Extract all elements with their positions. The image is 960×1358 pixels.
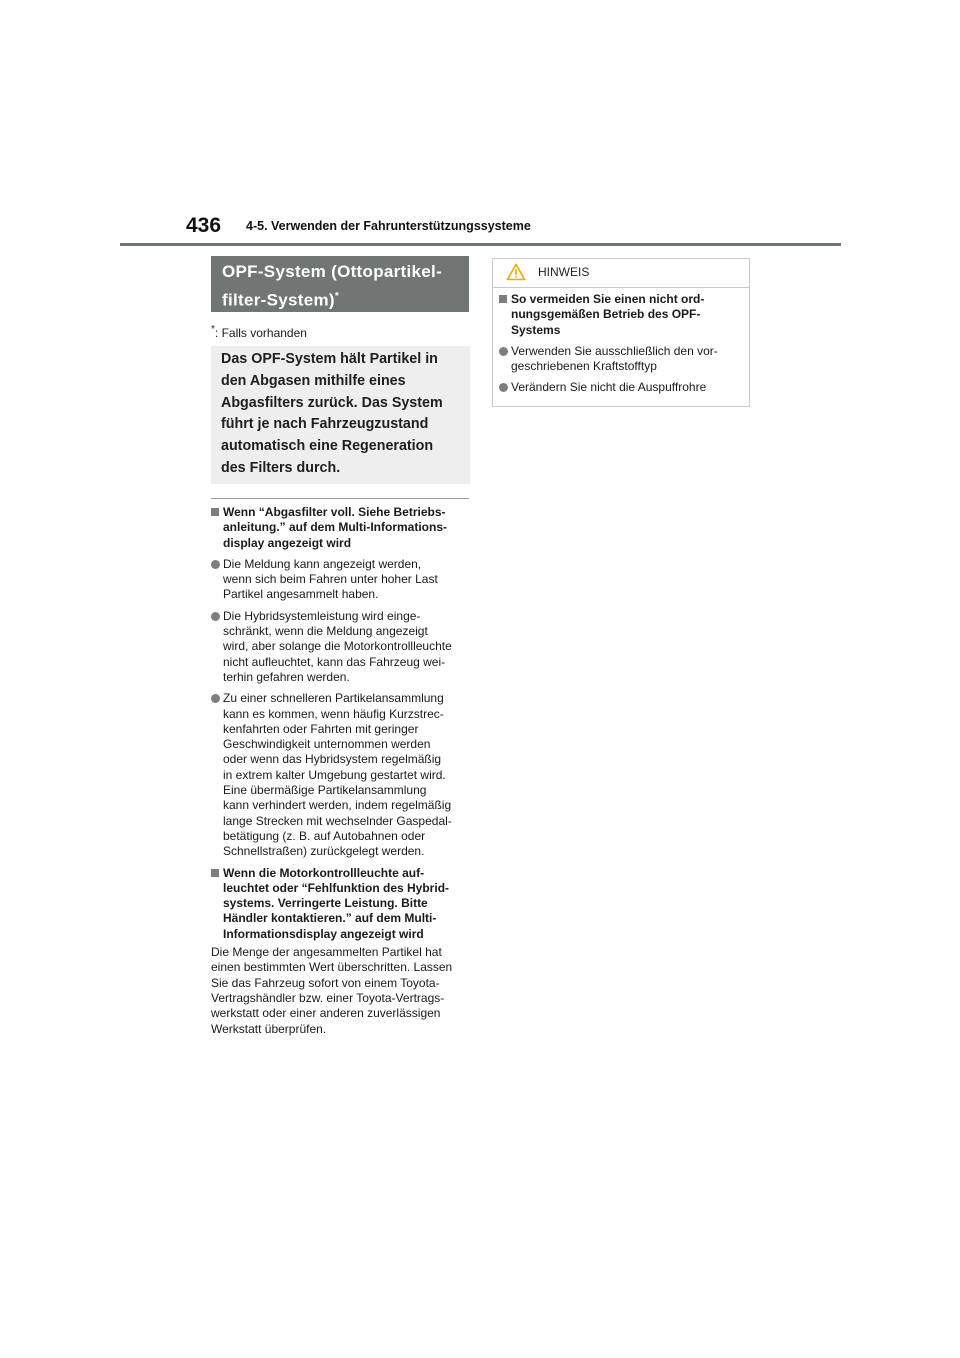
warning-triangle-icon [506, 263, 526, 281]
chapter-title: 4-5. Verwenden der Fahrunterstützungssysteme [246, 219, 531, 233]
text-line: Vertragshändler bzw. einer Toyota-Vertrags- [211, 990, 445, 1005]
text-line: Informationsdisplay angezeigt wird [223, 926, 424, 941]
text-line: systems. Verringerte Leistung. Bitte [223, 896, 428, 911]
subheading-motorkontrollleuchte [211, 866, 473, 942]
text-line: nicht aufleuchtet, kann das Fahrzeug wei- [223, 654, 446, 669]
notice-subheading [499, 292, 737, 338]
round-bullet-icon [211, 694, 220, 703]
text-line: Händler kontaktieren.” auf dem Multi- [223, 911, 437, 926]
footnote-text: : Falls vorhanden [214, 326, 307, 340]
text-line: kann es kommen, wenn häufig Kurzstrec- [223, 706, 444, 721]
text-line: Sie das Fahrzeug sofort von einem Toyota- [211, 975, 440, 990]
body-paragraph [211, 945, 473, 1037]
text-line: schränkt, wenn die Meldung angezeigt [223, 624, 428, 639]
text-line: Geschwindigkeit unternommen werden [223, 737, 431, 752]
text-line: anleitung.” auf dem Multi-Informations- [223, 520, 447, 535]
intro-line: Abgasfilters zurück. Das System [221, 394, 443, 411]
text-line: Wenn die Motorkontrollleuchte auf- [223, 865, 425, 880]
text-line: Die Meldung kann angezeigt werden, [223, 556, 422, 571]
text-line: in extrem kalter Umgebung gestartet wird. [223, 767, 446, 782]
footnote [211, 324, 307, 340]
bullet-item [211, 609, 473, 685]
text-line: wenn sich beim Fahren unter hoher Last [223, 572, 438, 587]
header-rule [120, 243, 841, 246]
text-line: Wenn “Abgasfilter voll. Siehe Betriebs- [223, 505, 446, 519]
text-line: kann verhindert werden, indem regelmäßig [223, 798, 452, 813]
subheading-abgasfilter [211, 505, 473, 551]
text-line: lange Strecken mit wechselnder Gaspedal- [223, 813, 452, 828]
text-line: werkstatt oder einer anderen zuverlässigen [211, 1006, 441, 1021]
intro-line: des Filters durch. [221, 459, 341, 476]
bullet-item [499, 344, 737, 375]
text-line: wird, aber solange die Motorkontrollleuchte [223, 639, 452, 654]
section-title-text: filter-System) [222, 290, 335, 310]
text-line: nungsgemäßen Betrieb des OPF- [511, 307, 701, 322]
section-title-banner [211, 256, 469, 312]
intro-line: führt je nach Fahrzeugzustand [221, 416, 429, 433]
intro-line: den Abgasen mithilfe eines [221, 372, 406, 389]
bullet-item [211, 691, 473, 859]
section-title-line: OPF-System (Ottopartikel- [222, 262, 443, 281]
bullet-item [211, 557, 473, 603]
intro-line: Das OPF-System hält Partikel in [221, 351, 438, 367]
round-bullet-icon [211, 612, 220, 621]
page-number: 436 [186, 214, 222, 237]
square-bullet-icon [211, 869, 219, 877]
text-line: Verändern Sie nicht die Auspuffrohre [511, 380, 707, 395]
text-line: Eine übermäßige Partikelansammlung [223, 783, 427, 798]
intro-line: automatisch eine Regeneration [221, 438, 434, 455]
round-bullet-icon [499, 383, 508, 392]
text-line: Zu einer schnelleren Partikelansammlung [223, 691, 444, 706]
square-bullet-icon [499, 295, 507, 303]
round-bullet-icon [499, 347, 508, 356]
square-bullet-icon [211, 508, 219, 516]
section-divider [211, 498, 469, 499]
footnote-mark: * [334, 291, 340, 302]
text-line: Systems [511, 322, 561, 337]
text-line: Partikel angesammelt haben. [223, 587, 379, 602]
notice-box [492, 258, 750, 407]
bullet-item [499, 380, 737, 395]
text-line: kenfahrten oder Fahrten mit geringer [223, 721, 419, 736]
text-line: So vermeiden Sie einen nicht ord- [511, 292, 705, 306]
text-line: oder wenn das Hybridsystem regelmäßig [223, 752, 442, 767]
text-line: betätigung (z. B. auf Autobahnen oder [223, 828, 426, 843]
text-line: Verwenden Sie ausschließlich den vor- [511, 343, 718, 358]
text-line: terhin gefahren werden. [223, 669, 350, 684]
round-bullet-icon [211, 560, 220, 569]
section-title-line [222, 284, 458, 313]
text-line: Schnellstraßen) zurückgelegt werden. [223, 844, 425, 859]
text-line: Die Hybridsystemleistung wird einge- [223, 608, 421, 623]
text-line: display angezeigt wird [223, 535, 352, 550]
notice-body [493, 288, 749, 396]
notice-title: HINWEIS [538, 265, 590, 279]
text-line: Die Menge der angesammelten Partikel hat [211, 945, 442, 960]
intro-box [211, 346, 470, 484]
notice-header [493, 259, 749, 288]
content-column [211, 505, 473, 1037]
text-line: Werkstatt überprüfen. [211, 1021, 327, 1036]
text-line: leuchtet oder “Fehlfunktion des Hybrid- [223, 880, 450, 895]
footnote-mark: * [211, 324, 215, 335]
text-line: einen bestimmten Wert überschritten. Lassen [211, 960, 453, 975]
text-line: geschriebenen Kraftstofftyp [511, 359, 657, 374]
